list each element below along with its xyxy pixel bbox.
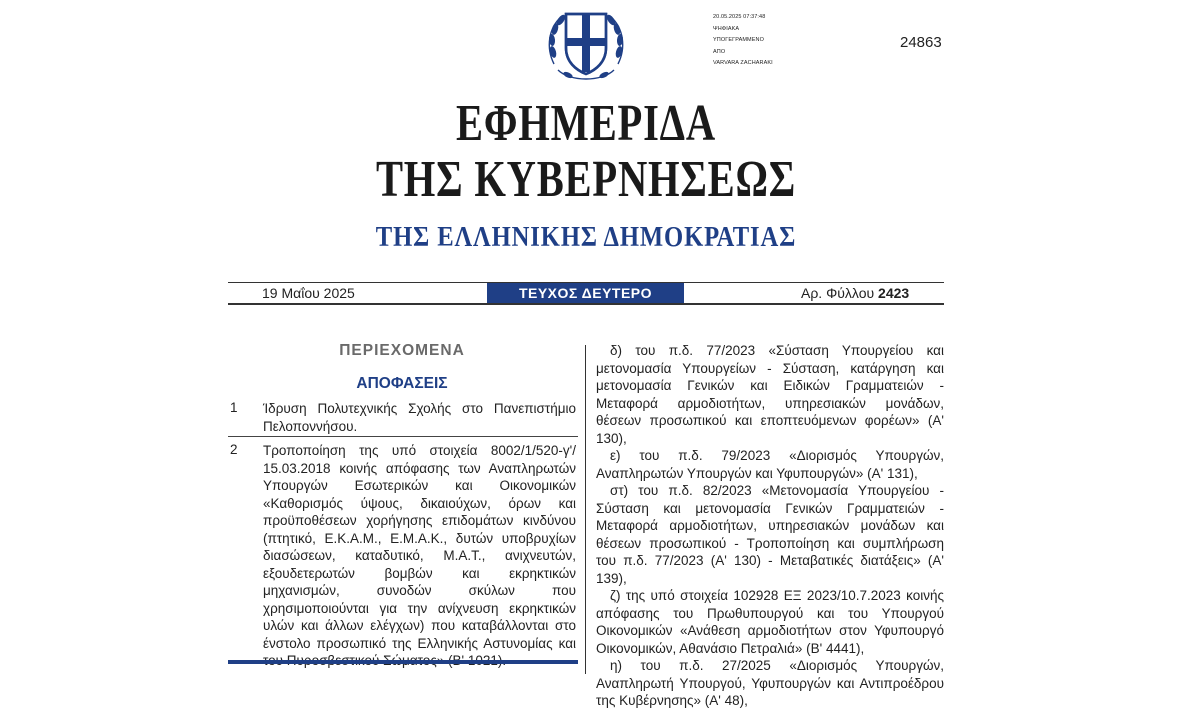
toc-item-number: 2 <box>230 442 238 457</box>
header-rule-bottom <box>228 303 944 305</box>
digital-signature-block <box>713 12 773 70</box>
sheet-number-value: 2423 <box>878 285 910 301</box>
masthead-subtitle: ΤΗΣ ΕΛΛΗΝΙΚΗΣ ΔΗΜΟΚΡΑΤΙΑΣ <box>375 222 797 253</box>
toc-item-text: Τροποποίηση της υπό στοιχεία 8002/1/520-γ'/ 15.03.2018 κοινής απόφασης των Αναπληρωτών Υπουργών Εσωτερικών και Οικονομικών «Καθορισμός ύψους, δικαιούχων, όρων και προϋποθέσεων χορήγησης επιδομάτων κινδύνου (πτητικό, Ε.Κ.Α.Μ., Ε.Μ.Α.Κ., δυτών υποβρυχίων διασώσεων, καταδυτικό, Μ.Α.Τ., ανιχνευτών, εξουδετερωτών βομβών και εκρηκτικών μηχανισμών, συνοδών σκύλων που χρησιμοποιούνται για την ανίχνευση εκρηκτικών υλών και άλλων ελέγχων) που καταβάλλονται στο ένστολο προσωπικό της Ελληνικής Αστυνομίας και <box>263 443 576 651</box>
masthead-title-line2: ΤΗΣ ΚΥΒΕΡΝΗΣΕΩΣ <box>375 151 797 208</box>
signature-line: ΑΠΟ <box>713 48 726 55</box>
signature-line: VARVARA ZACHARAKI <box>713 60 773 66</box>
greek-coat-of-arms-icon <box>544 4 628 88</box>
toc-divider <box>228 436 578 437</box>
sheet-label: Αρ. Φύλλου <box>801 285 875 301</box>
body-paragraph: η) του π.δ. 27/2025 «Διορισμός Υπουργών, Αναπληρωτή Υπουργού, Υφυπουργών και Αντιπροέδρου της Κυβέρνησης» (Α' 48), <box>596 658 944 708</box>
body-paragraph: δ) του π.δ. 77/2023 «Σύσταση Υπουργείου και μετονομασία Υπουργείων - Σύσταση, κατάργηση και μετονομασία Γενικών και Ειδικών Γραμματειών - Μεταφορά αρμοδιοτήτων, υπηρεσιακών μονάδων, θέσεων προσωπικού και εποπτευόμενων φορέων» (Α' 130), <box>596 343 944 446</box>
masthead-title-line1: ΕΦΗΜΕΡΙΔΑ <box>456 95 716 152</box>
sheet-number <box>801 285 909 301</box>
signature-line: 20.05.2025 07:37:48 <box>713 14 766 20</box>
body-paragraph: στ) του π.δ. 82/2023 «Μετονομασία Υπουργείου - Σύσταση και μετονομασία Γενικών Γραμματειών - Μεταφορά αρμοδιοτήτων, υπηρεσιακών μονάδων και θέσεων προσωπικού - Τροποποίηση και συμπλήρωση του π.δ. 77/2023 (Α' 130) - Μεταβατικές διατάξεις» (Α' 139), <box>596 483 944 586</box>
contents-heading: ΠΕΡΙΕΧΟΜΕΝΑ <box>339 342 465 359</box>
section-heading: ΑΠΟΦΑΣΕΙΣ <box>356 375 448 392</box>
body-paragraph: ε) του π.δ. 79/2023 «Διορισμός Υπουργών, Αναπληρωτών Υπουργών και Υφυπουργών» (Α' 131), <box>596 448 944 481</box>
page-number: 24863 <box>900 34 942 51</box>
signature-line: ΨΗΦΙΑΚΑ <box>713 25 740 32</box>
issue-date: 19 Μαΐου 2025 <box>262 285 355 301</box>
column-divider <box>585 345 586 674</box>
issue-type-badge: ΤΕΥΧΟΣ ΔΕΥΤΕΡΟ <box>487 283 684 304</box>
signature-line: ΥΠΟΓΕΓΡΑΜΜΕΝΟ <box>713 37 764 43</box>
section-end-bar <box>228 660 578 664</box>
body-text-column <box>596 342 944 710</box>
toc-item-text: Ίδρυση Πολυτεχνικής Σχολής στο Πανεπιστήμιο Πελοποννήσου. <box>263 401 576 434</box>
toc-item-number: 1 <box>230 400 238 415</box>
body-paragraph: ζ) της υπό στοιχεία 102928 ΕΞ 2023/10.7.2023 κοινής απόφασης του Πρωθυπουργού και του Υπουργού Οικονομικών «Ανάθεση αρμοδιοτήτων στον Υφυπουργό Οικονομικών, Αθανάσιο Πετραλιά» (Β' 4441), <box>596 588 944 656</box>
